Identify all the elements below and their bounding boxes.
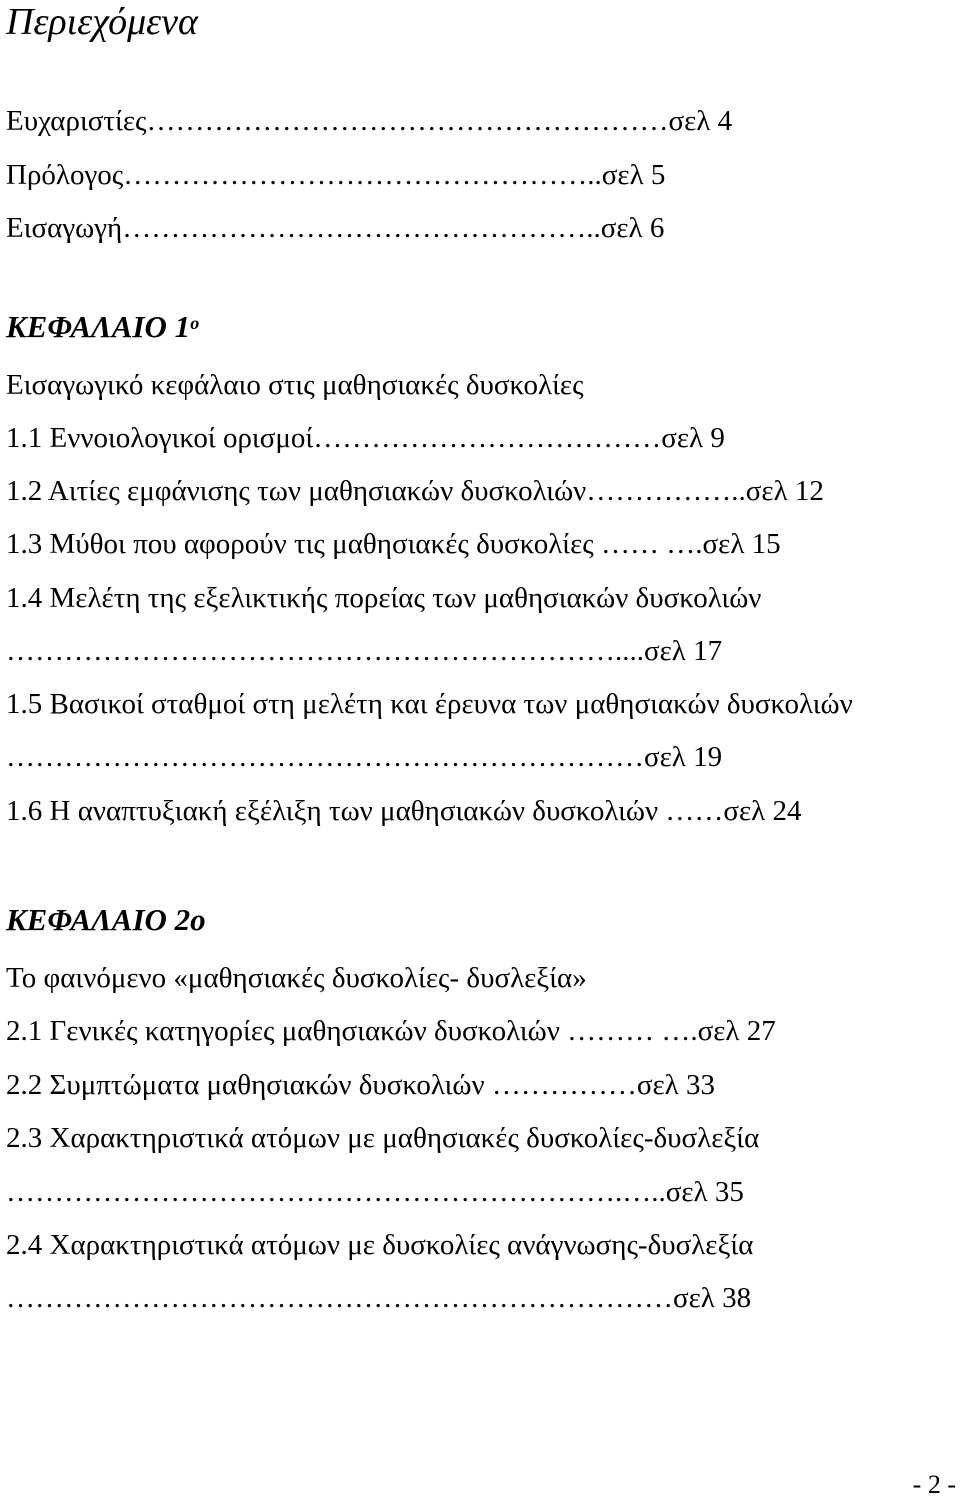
toc-entry-1-3: 1.3 Μύθοι που αφορούν τις μαθησιακές δυσκολίες …… ….σελ 15 xyxy=(6,528,781,560)
toc-entry-1-1: 1.1 Εννοιολογικοί ορισμοί………………………………σελ 9 xyxy=(6,422,725,454)
toc-entry-2-4-page: ……………………………………………………………σελ 38 xyxy=(6,1282,752,1314)
toc-entry-1-4-page: ………………………………………………………....σελ 17 xyxy=(6,635,723,667)
chapter1-title xyxy=(6,309,199,345)
toc-entry-acknowledgements: Ευχαριστίες………………………………………………σελ 4 xyxy=(6,105,733,137)
chapter2-subtitle: Το φαινόμενο «μαθησιακές δυσκολίες- δυσλεξία» xyxy=(6,962,587,994)
toc-entry-2-3-page: ……………………………………………………….…..σελ 35 xyxy=(6,1176,744,1208)
toc-entry-2-3: 2.3 Χαρακτηριστικά ατόμων με μαθησιακές δυσκολίες-δυσλεξία xyxy=(6,1122,760,1154)
toc-entry-1-2: 1.2 Αιτίες εμφάνισης των μαθησιακών δυσκολιών……………..σελ 12 xyxy=(6,475,824,507)
toc-entry-preface: Πρόλογος…………………………………………..σελ 5 xyxy=(6,159,666,191)
toc-entry-2-4: 2.4 Χαρακτηριστικά ατόμων με δυσκολίες ανάγνωσης-δυσλεξία xyxy=(6,1229,754,1261)
page-title: Περιεχόμενα xyxy=(6,1,198,43)
toc-entry-1-4: 1.4 Μελέτη της εξελικτικής πορείας των μαθησιακών δυσκολιών xyxy=(6,582,762,614)
toc-entry-introduction: Εισαγωγή…………………………………………..σελ 6 xyxy=(6,212,665,244)
toc-entry-2-1: 2.1 Γενικές κατηγορίες μαθησιακών δυσκολιών ……… ….σελ 27 xyxy=(6,1015,776,1047)
chapter1-title-text: ΚΕΦΑΛΑΙΟ 1 xyxy=(6,309,191,344)
toc-entry-1-5-page: …………………………………………………………σελ 19 xyxy=(6,741,723,773)
chapter2-title: ΚΕΦΑΛΑΙΟ 2ο xyxy=(6,902,206,937)
chapter1-subtitle: Εισαγωγικό κεφάλαιο στις μαθησιακές δυσκολίες xyxy=(6,369,584,401)
toc-entry-2-2: 2.2 Συμπτώματα μαθησιακών δυσκολιών ……………σελ 33 xyxy=(6,1069,715,1101)
chapter1-title-ordinal: ο xyxy=(190,313,200,333)
toc-entry-1-6: 1.6 Η αναπτυξιακή εξέλιξη των μαθησιακών δυσκολιών ……σελ 24 xyxy=(6,795,802,827)
page-number: - 2 - xyxy=(912,1470,956,1499)
toc-entry-1-5: 1.5 Βασικοί σταθμοί στη μελέτη και έρευνα των μαθησιακών δυσκολιών xyxy=(6,688,853,720)
